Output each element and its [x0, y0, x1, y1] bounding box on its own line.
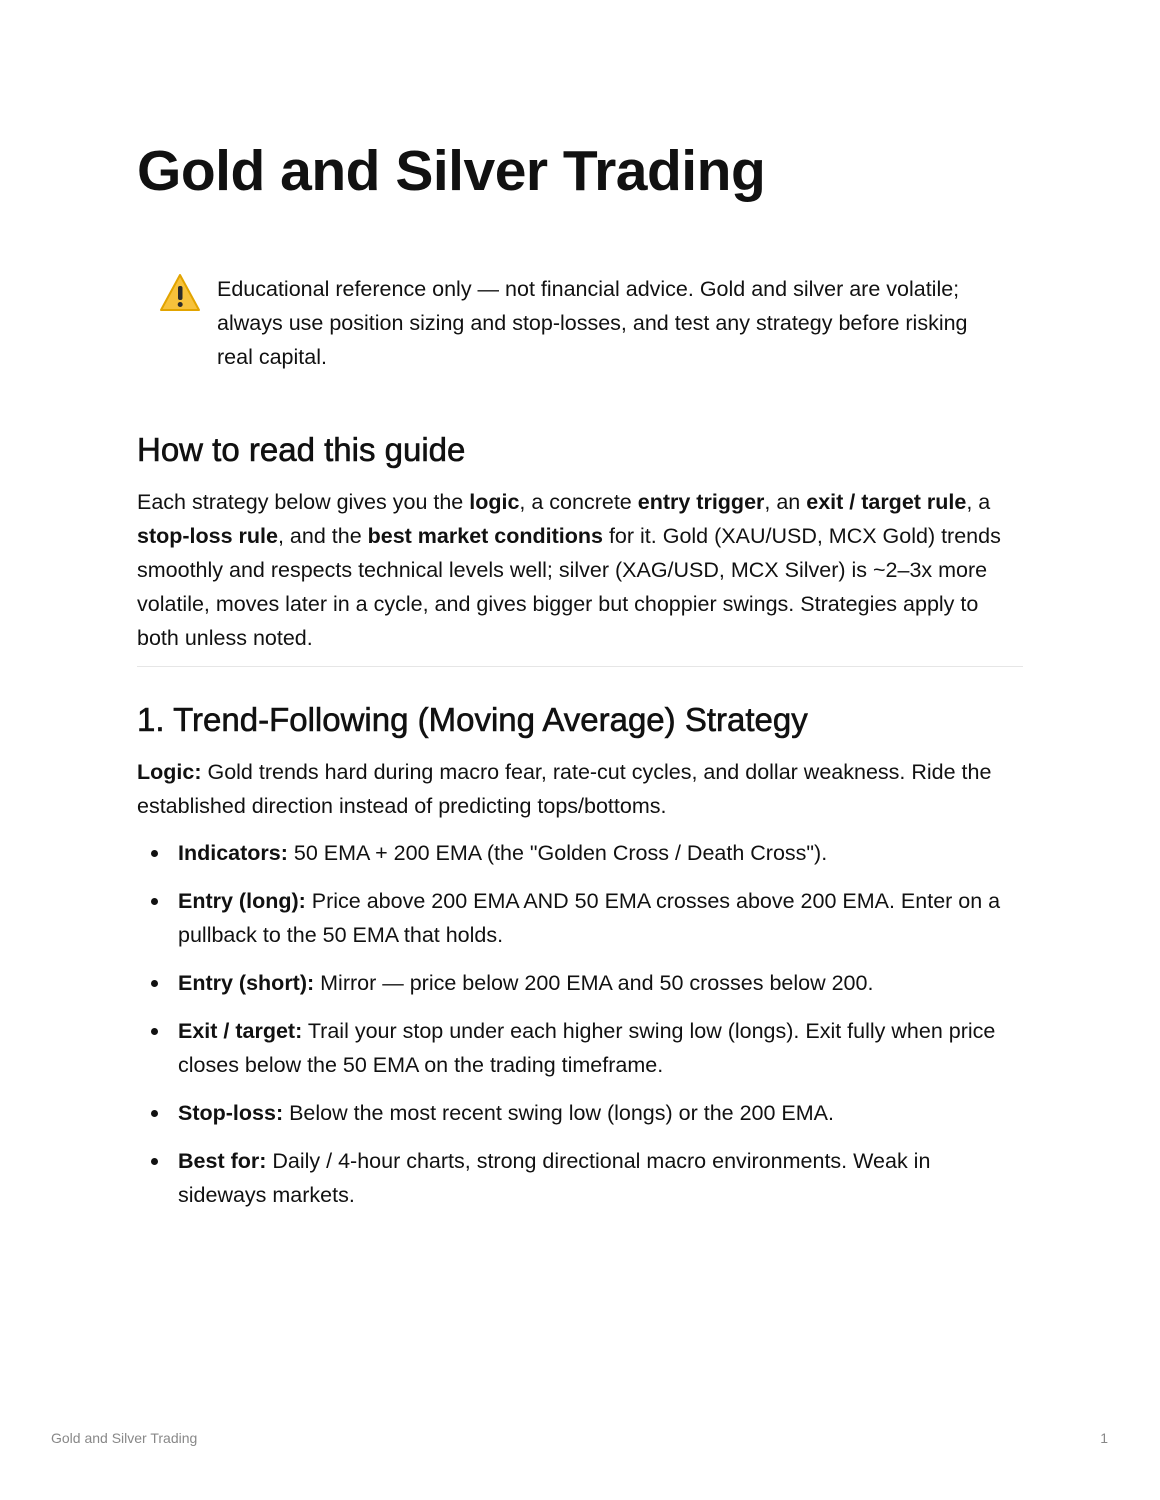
section-1-heading: 1. Trend-Following (Moving Average) Strategy	[137, 701, 808, 738]
list-item-entry-long: Entry (long): Price above 200 EMA AND 50 EMA crosses above 200 EMA. Enter on a pullback to the 50 EMA that holds.	[137, 884, 1023, 952]
bullet-dot	[151, 980, 158, 987]
footer-title: Gold and Silver Trading	[51, 1430, 198, 1446]
list-item-entry-short: Entry (short): Mirror — price below 200 EMA and 50 crosses below 200.	[137, 966, 1023, 1000]
bullet-dot	[151, 850, 158, 857]
guide-paragraph: Each strategy below gives you the logic, a concrete entry trigger, an exit / target rule, a stop-loss rule, and the best market conditions for it. Gold (XAU/USD, MCX Gold) trends smoothly and respects technical levels well; silver (XAG/USD, MCX Silver) is ~2–3x more volatile, moves later in a cycle, and gives bigger but choppier swings. Strategies apply to both unless noted.	[137, 490, 1001, 650]
bullet-dot	[151, 1028, 158, 1035]
bullet-dot	[151, 898, 158, 905]
page-title: Gold and Silver Trading	[137, 139, 766, 203]
section-divider	[137, 666, 1023, 667]
list-item-stop-loss: Stop-loss: Below the most recent swing low (longs) or the 200 EMA.	[137, 1096, 1023, 1130]
list-item-indicators: Indicators: 50 EMA + 200 EMA (the "Golden Cross / Death Cross").	[137, 836, 1023, 870]
strategy-rules-list	[137, 836, 1023, 1226]
bullet-dot	[151, 1110, 158, 1117]
list-item-exit-target: Exit / target: Trail your stop under each higher swing low (longs). Exit fully when price closes below the 50 EMA on the trading timeframe.	[137, 1014, 1023, 1082]
disclaimer-text: Educational reference only — not financial advice. Gold and silver are volatile; always use position sizing and stop-losses, and test any strategy before risking real capital.	[217, 277, 968, 369]
bullet-dot	[151, 1158, 158, 1165]
warning-icon	[159, 272, 201, 314]
section-1-logic: Logic: Gold trends hard during macro fear, rate-cut cycles, and dollar weakness. Ride the established direction instead of predicting tops/bottoms.	[137, 760, 992, 818]
guide-heading: How to read this guide	[137, 431, 466, 468]
page-number: 1	[1100, 1430, 1108, 1446]
list-item-best-for: Best for: Daily / 4-hour charts, strong directional macro environments. Weak in sideways markets.	[137, 1144, 1023, 1212]
